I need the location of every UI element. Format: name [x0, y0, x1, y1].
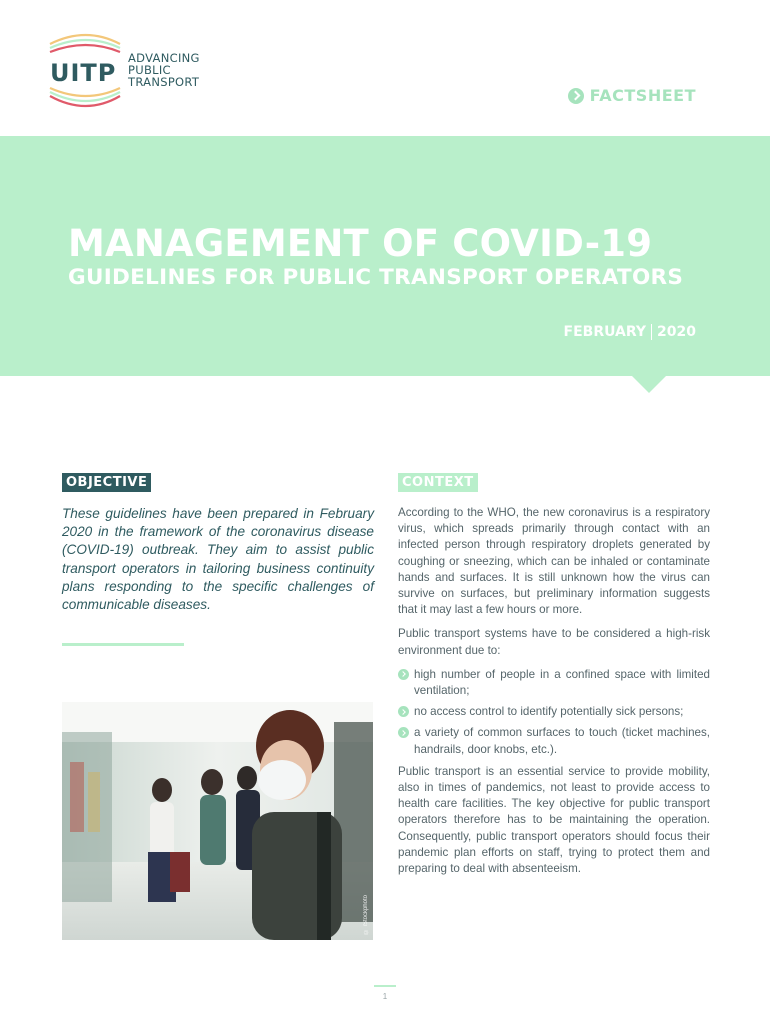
commuter-photo — [62, 702, 373, 940]
risk-list — [398, 667, 710, 758]
date-year: 2020 — [657, 324, 696, 340]
logo-tagline — [128, 52, 200, 88]
divider — [62, 643, 184, 646]
logo-tagline-line: ADVANCING — [128, 51, 200, 65]
list-item — [398, 667, 710, 699]
list-item — [398, 725, 710, 757]
list-item-text: no access control to identify potentially sick persons; — [414, 705, 684, 719]
logo-acronym: UITP — [50, 59, 117, 87]
doc-type-text: FACTSHEET — [589, 86, 696, 105]
footer-rule — [374, 985, 396, 987]
context-heading: CONTEXT — [398, 473, 478, 492]
context-paragraph: Public transport systems have to be considered a high-risk environment due to: — [398, 627, 710, 657]
page-title: MANAGEMENT OF COVID-19 — [68, 222, 653, 265]
list-item-text: high number of people in a confined space with limited ventilation; — [414, 667, 710, 698]
chevron-bullet-icon — [398, 669, 409, 680]
list-item — [398, 704, 710, 720]
page-number: 1 — [382, 992, 388, 1001]
date-month: FEBRUARY — [563, 324, 647, 340]
chevron-bullet-icon — [398, 727, 409, 738]
objective-text: These guidelines have been prepared in February 2020 in the framework of the coronavirus disease (COVID-19) outbreak. They aim to assist public transport operators in tailoring business continuity plans responding to the specific challenges of communicable diseases. — [62, 506, 374, 613]
date-separator — [651, 324, 652, 340]
uitp-logo — [46, 30, 246, 110]
objective-heading: OBJECTIVE — [62, 473, 151, 492]
context-body — [398, 505, 710, 885]
chevron-right-circle-icon — [568, 88, 584, 104]
banner-notch — [632, 376, 666, 393]
photo-credit: © iStockphoto — [363, 894, 369, 934]
context-paragraph: Public transport is an essential service to provide mobility, also in times of pandemics, not least to provide access to health care facilities. The key objective for public transport operators therefore has to be maintaining the operation. Consequently, public transport operators should focus their pandemic plan efforts on staff, trying to protect them and preparing to deal with absenteeism. — [398, 764, 710, 876]
context-paragraph: According to the WHO, the new coronavirus is a respiratory virus, which spreads primarily through contact with an infected person through respiratory droplets generated by coughing or sneezing, which can be inhaled or contaminate hands and surfaces. It is still unknown how the virus can survive on surfaces, but preliminary information suggests that it may last a few hours or more. — [398, 506, 710, 617]
photo-illustration — [62, 702, 373, 940]
list-item-text: a variety of common surfaces to touch (ticket machines, handrails, door knobs, etc.). — [414, 726, 710, 756]
chevron-bullet-icon — [398, 706, 409, 717]
page-subtitle: GUIDELINES FOR PUBLIC TRANSPORT OPERATORS — [68, 265, 684, 290]
publication-date — [564, 324, 696, 340]
doc-type-label — [568, 86, 696, 105]
logo-tagline-line: TRANSPORT — [128, 75, 200, 89]
logo-tagline-line: PUBLIC — [128, 63, 171, 77]
